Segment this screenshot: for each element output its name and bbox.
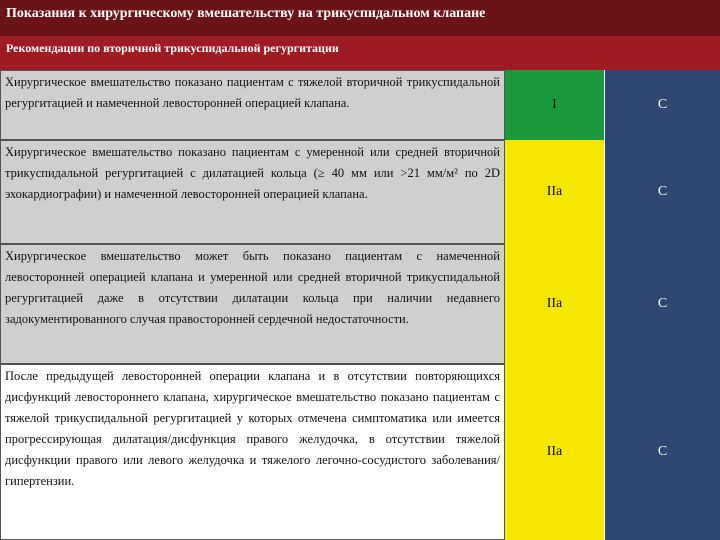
evidence-level: C: [605, 70, 720, 140]
evidence-level: C: [605, 140, 720, 244]
table-row: [0, 364, 720, 540]
recommendation-class: IIa: [505, 140, 605, 244]
table-row: [0, 244, 720, 364]
evidence-level: C: [605, 244, 720, 364]
table-row: [0, 140, 720, 244]
evidence-level: C: [605, 364, 720, 540]
recommendation-text: После предыдущей левосторонней операции клапана и в отсутствии повторяющихся дисфункций левостороннего клапана, хирургическое вмешательство показано пациентам с тяжелой трикуспидальной регургитацией у которых отмечена симптоматика или имеется прогрессирующая дилатация/дисфункция правого желудочка, в отсутствии тяжелой дисфункции правого или левого желудочка и тяжелого легочно-сосудистого заболевания/гипертензии.: [0, 364, 505, 540]
recommendation-class: IIa: [505, 244, 605, 364]
recommendation-class: IIa: [505, 364, 605, 540]
section-subtitle: Рекомендации по вторичной трикуспидальной регургитации: [0, 36, 720, 70]
recommendation-text: Хирургическое вмешательство может быть показано пациентам с намеченной левосторонней операцией клапана и умеренной или средней вторичной трикуспидальной регургитацией даже в отсутствии дилатации кольца при наличии недавнего задокументированного случая правосторонней сердечной недостаточности.: [0, 244, 505, 364]
recommendation-class: I: [505, 70, 605, 140]
recommendation-text: Хирургическое вмешательство показано пациентам с тяжелой вторичной трикуспидальной регургитацией и намеченной левосторонней операцией клапана.: [0, 70, 505, 140]
recommendation-text: Хирургическое вмешательство показано пациентам с умеренной или средней вторичной трикуспидальной регургитацией с дилатацией кольца (≥ 40 мм или >21 мм/м² по 2D эхокардиографии) и намеченной левосторонней операцией клапана.: [0, 140, 505, 244]
page-title: Показания к хирургическому вмешательству на трикуспидальном клапане: [0, 0, 720, 36]
table-row: [0, 70, 720, 140]
